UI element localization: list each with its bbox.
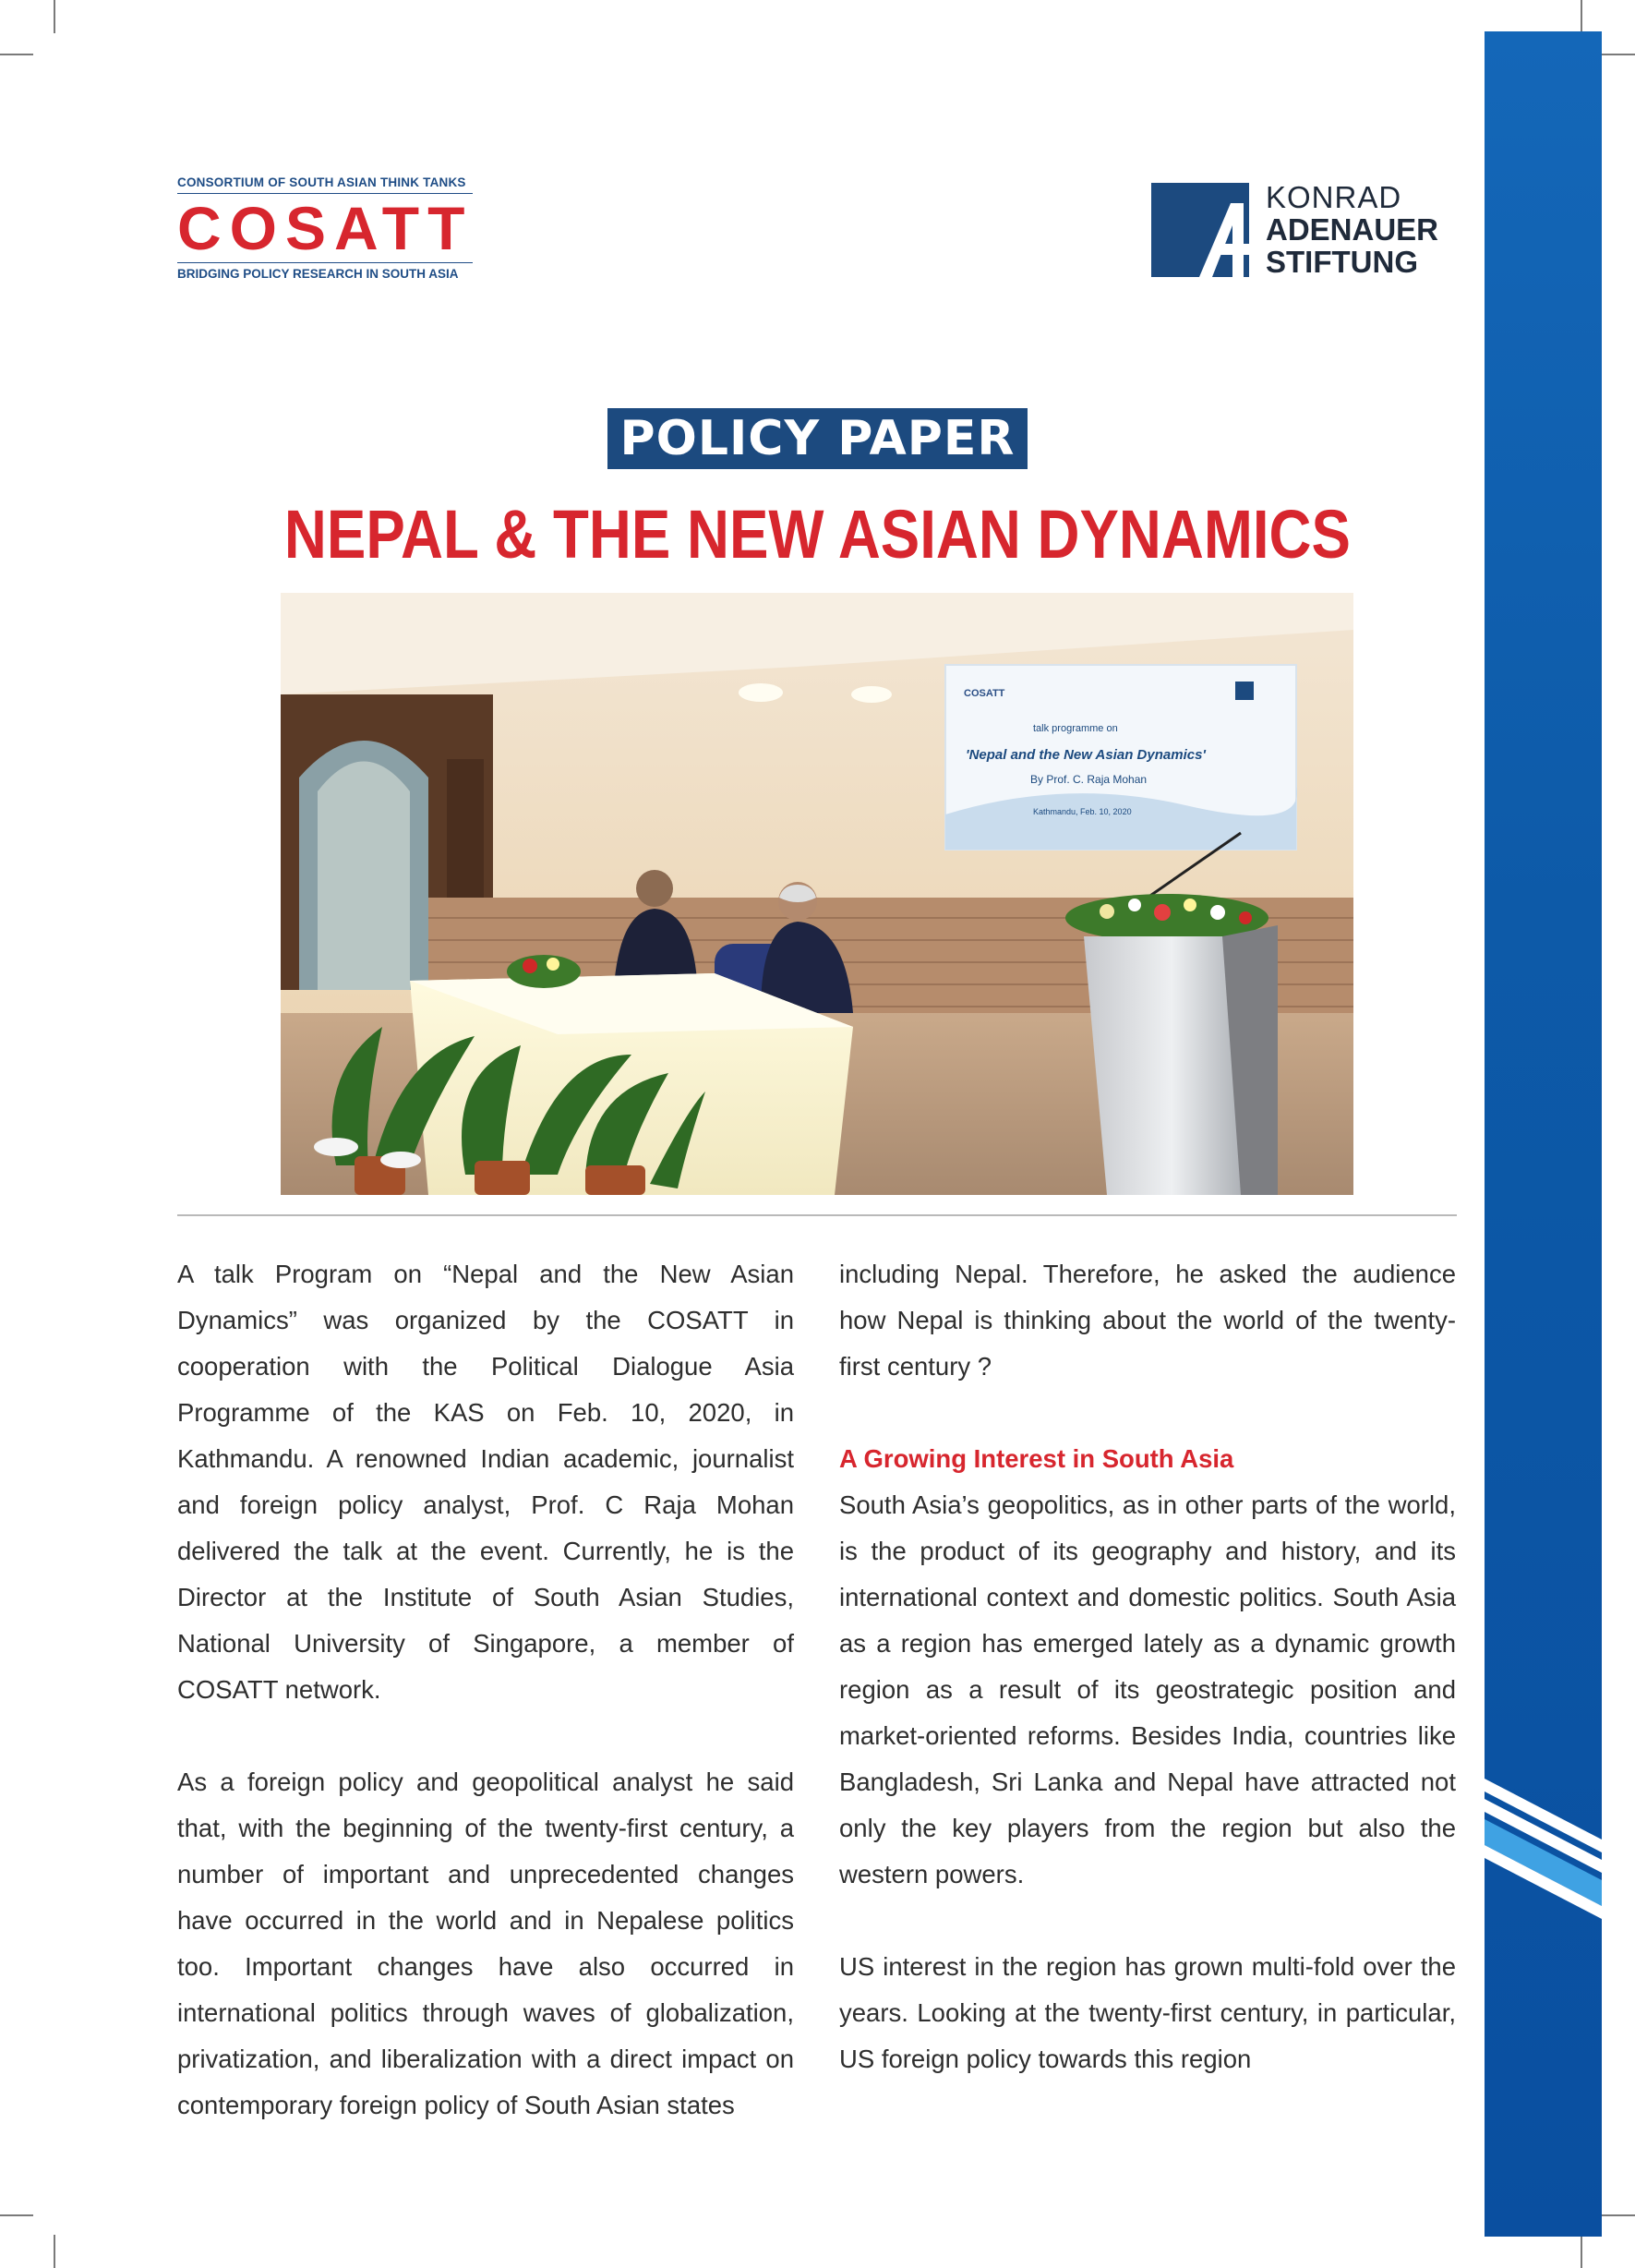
divider	[177, 1214, 1457, 1216]
event-photo-scene	[281, 593, 1353, 1195]
body-column-right	[839, 1251, 1456, 2129]
body-column-left	[177, 1251, 794, 2175]
kas-word-2: ADENAUER	[1266, 212, 1439, 247]
doc-type-label: POLICY PAPER	[607, 408, 1028, 469]
paragraph: As a foreign policy and geopolitical analyst he said that, with the beginning of the twenty-first century, a number of important and unprecedented changes have occurred in the world and in Nepalese politics too. Important changes have also occurred in international politics through waves of globalization, privatization, and liberalization with a direct impact on contemporary foreign policy of South Asian states	[177, 1767, 794, 2119]
kas-word-3: STIFTUNG	[1266, 245, 1418, 279]
crop-mark	[54, 0, 55, 33]
crop-mark	[1581, 0, 1582, 33]
band-stripes	[1485, 31, 1602, 2237]
event-photo	[281, 593, 1353, 1195]
paragraph: A talk Program on “Nepal and the New Asian Dynamics” was organized by the COSATT in cooperation with the Political Dialogue Asia Programme of the KAS on Feb. 10, 2020, in Kathmandu. A renowned Indian academic, journalist and foreign policy analyst, Prof. C Raja Mohan delivered the talk at the event. Currently, he is the Director at the Institute of South Asian Studies, National University of Singapore, a member of COSATT network.	[177, 1260, 794, 1704]
side-band	[1485, 31, 1602, 2237]
banner-line4: Kathmandu, Feb. 10, 2020	[1033, 807, 1132, 816]
paragraph: US interest in the region has grown multi-fold over the years. Looking at the twenty-first century, in particular, US foreign policy towards this region	[839, 1952, 1456, 2073]
crop-mark	[1602, 54, 1635, 55]
paragraph: South Asia’s geopolitics, as in other parts of the world, is the product of its geography and history, and its international context and domestic politics. South Asia as a region has emerged lately as a dynamic growth region as a result of its geostrategic position and market-oriented reforms. Besides India, countries like Bangladesh, Sri Lanka and Nepal have attracted not only the key players from the region but also the western powers.	[839, 1490, 1456, 1888]
kas-mark-icon	[1151, 183, 1249, 277]
crop-mark	[0, 54, 33, 55]
cosatt-wordmark: COSATT	[177, 194, 474, 262]
banner-logo: COSATT	[964, 688, 1005, 699]
cosatt-tagline: BRIDGING POLICY RESEARCH IN SOUTH ASIA	[177, 262, 473, 281]
doc-type-wrap	[0, 408, 1635, 469]
crop-mark	[1581, 2235, 1582, 2268]
crop-mark	[0, 2214, 33, 2216]
banner-line3: By Prof. C. Raja Mohan	[1030, 773, 1148, 786]
page-title: NEPAL & THE NEW ASIAN DYNAMICS	[283, 496, 1351, 573]
cosatt-logo	[177, 175, 473, 281]
kas-word-1: KONRAD	[1266, 180, 1402, 214]
cosatt-full-name: CONSORTIUM OF SOUTH ASIAN THINK TANKS	[177, 175, 473, 194]
crop-mark	[54, 2235, 55, 2268]
paragraph: including Nepal. Therefore, he asked the audience how Nepal is thinking about the world of the twenty-first century ?	[839, 1260, 1456, 1381]
banner-line1: talk programme on	[1033, 723, 1118, 734]
banner-line2: 'Nepal and the New Asian Dynamics'	[966, 747, 1206, 763]
crop-mark	[1602, 2214, 1635, 2216]
section-heading: A Growing Interest in South Asia	[839, 1444, 1234, 1473]
